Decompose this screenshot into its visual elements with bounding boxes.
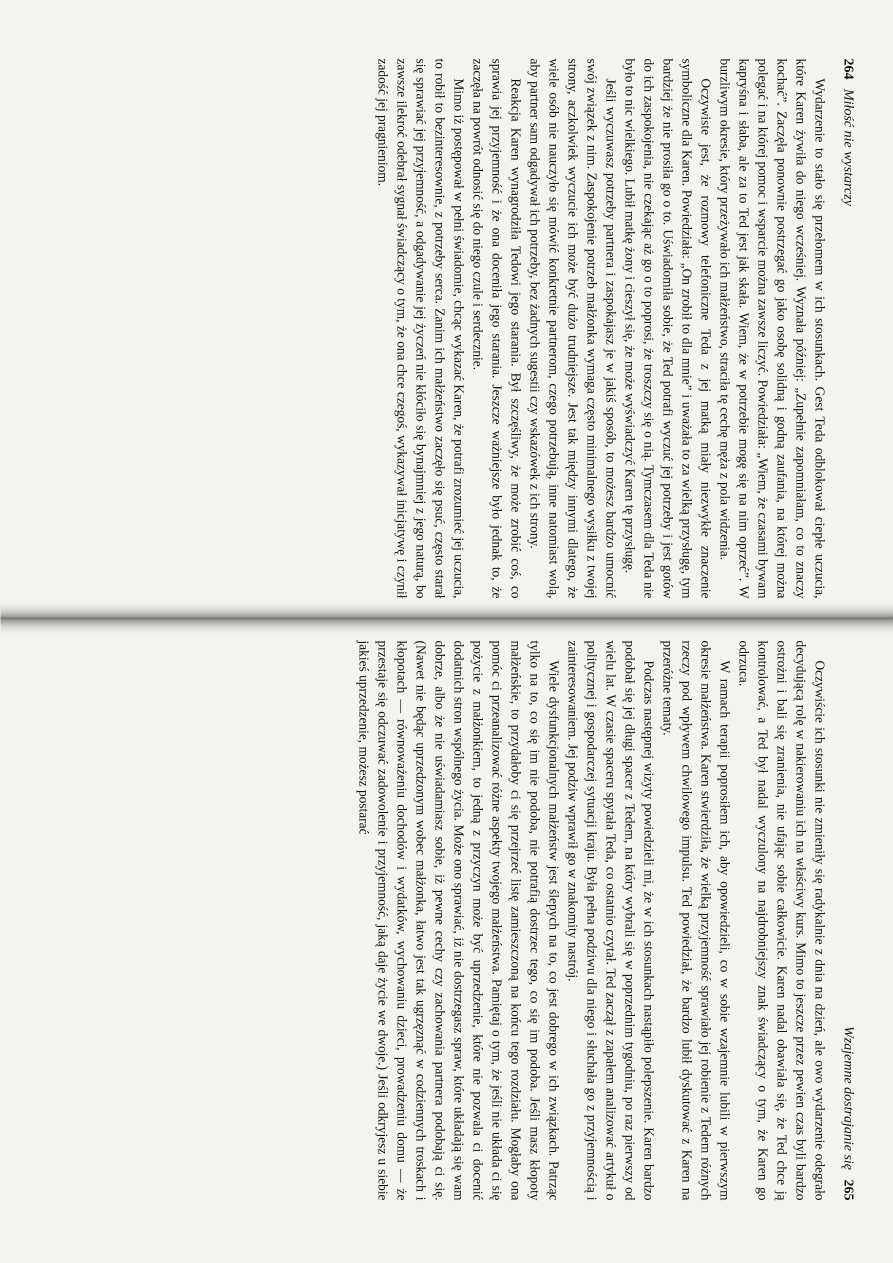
right-paragraph: W ramach terapii poprosiłem ich, aby opowiedzieli, co w sobie wzajemnie lubili w pierwszym okresie małżeństwa. Karen stwierdziła, że wielką przyjemność sprawiało jej robienie z Tedem różnych rzeczy pod wpływem chwilowego impulsu. Ted powiedział, że bardzo lubił dyskutować z Karen na przeróżne tematy. [660, 640, 732, 1200]
left-running-title: Miłość nie wystarczy [840, 88, 855, 206]
left-paragraph: Oczywiste jest, że rozmowy telefoniczne Teda z jej matką miały niezwykłe znaczenie symboliczne dla Karen. Powiedziała: „On zrobił to dla mnie” i uważała to za wielką przysługę, tym bardziej że nie prosiła go o to. Uświadomiła sobie, że Ted potrafi wyczuć jej potrzeby i jest gotów do ich zaspokojenia, nie czekając aż go o to poprosi, że troszczy się o nią. Tymczasem dla Teda nie było to nic wielkiego. Lubił matkę żony i cieszył się, że może wyświadczyć Karen tę przysługę. [622, 58, 713, 598]
left-body-text [373, 58, 829, 598]
right-paragraph: Wiele dysfunkcjonalnych małżeństw jest ślepych na to, co jest dobrego w ich związkach. Patrząc tylko na to, co się im nie podoba, nie potrafią dostrzec tego, co się im podoba. Jeśli masz kłopoty małżeńskie, to przydałoby ci się przejrzeć listę zamieszczoną na końcu tego rozdziału. Mogłaby ona pomóc ci przeanalizować różne aspekty twojego małżeństwa. Pamiętaj o tym, że jeśli nie układa ci się pożycie z małżonkiem, to jedną z przyczyn może być uprzedzenie, które nie pozwala ci docenić dodatnich stron wspólnego życia. Może ono sprawiać, iż nie dostrzegasz spraw, które układają się wam dobrze, albo że nie uświadamiasz sobie, iż pewne cechy czy zachowania partnera podobają ci się. (Nawet nie będąc uprzedzonym wobec małżonka, łatwo jest tak ugrzęznąć w codziennych troskach i kłopotach — równoważeniu dochodów i wydatków, wychowaniu dzieci, prowadzeniu domu — że przestaje się odczuwać zadowolenie i przyjemność, jaką daje życie we dwoje.) Jeśli odkryjesz u siebie jakieś uprzedzenie, możesz postarać [356, 640, 561, 1200]
left-paragraph: Jeśli wyczuwasz potrzeby partnera i zaspokajasz je w jakiś sposób, to możesz bardzo umocnić swój związek z nim. Zaspokojenie potrzeb małżonka wymaga często minimalnego wysiłku z twojej strony, aczkolwiek wyczucie ich może być dużo trudniejsze. Jest tak między innymi dlatego, że wiele osób nie nauczyło się mówić konkretnie partnerom, czego potrzebują, inne natomiast wolą, aby partner sam odgadywał ich potrzeby, bez żadnych sugestii czy wskazówek z ich strony. [527, 58, 618, 598]
left-paragraph: Reakcja Karen wynagrodziła Tedowi jego starania. Był szczęśliwy, że może zrobić coś, co sprawia jej przyjemność i że ona doceniła jego starania. Jeszcze ważniejsze było jednak to, że zaczęła na powrót odnosić się do niego czule i serdecznie. [470, 58, 523, 598]
right-paragraph: Podczas następnej wizyty powiedzieli mi, że w ich stosunkach nastąpiło polepszenie. Karen bardzo podobał się jej długi spacer z Tedem, na który wybrali się w poprzednim tygodniu, po raz pierwszy od wielu lat. W czasie spaceru spytała Teda, co ostatnio czytał. Ted zaczął z zapałem analizować artykuł o politycznej i gospodarczej sytuacji kraju. Była pełna podziwu dla niego i słuchała go z przyjemnością i zainteresowaniem. Jej podziw wprawił go w znakomity nastrój. [565, 640, 656, 1200]
book-gutter-shadow [0, 603, 893, 633]
left-page [25, 58, 855, 598]
left-page-number: 264 [840, 58, 855, 79]
left-paragraph: Wydarzenie to stało się przełomem w ich stosunkach. Gest Teda odblokował ciepłe uczucia, które Karen żywiła do niego wcześniej. Wyznała później: „Zupełnie zapomniałam, co to znaczy kochać”. Zaczęła ponownie postrzegać go jako osobę solidną i godną zaufania, na której można polegać i na której pomoc i wsparcie można zawsze liczyć. Powiedziała: „Wiem, że czasami bywam kapryśna i słaba, ale za to Ted jest jak skała. Wiem, że w potrzebie mogę się na nim oprzeć”. W burzliwym okresie, który przeżywało ich małżeństwo, straciła tę cechę męża z pola widzenia. [717, 58, 827, 598]
right-paragraph: Oczywiście ich stosunki nie zmieniły się radykalnie z dnia na dzień, ale owo wydarzenie odegrało decydującą rolę w nakierowaniu ich na właściwy kurs. Mimo to jeszcze przez pewien czas byli bardzo ostrożni i bali się zranienia, nie ufając sobie całkowicie. Karen nadal obawiała się, że Ted chce ją kontrolować, a Ted był nadal wyczulony na najdrobniejszy znak świadczący o tym, że Karen go odrzuca. [736, 640, 827, 1200]
right-running-title: Wzajemne dostrajanie się [840, 1025, 855, 1170]
right-page [25, 640, 855, 1200]
right-page-number: 265 [840, 1179, 855, 1200]
left-running-head [839, 58, 855, 598]
right-body-text [354, 640, 829, 1200]
right-running-head [839, 640, 855, 1200]
left-paragraph: Mimo iż postępował w pełni świadomie, chcąc wykazać Karen, że potrafi zrozumieć jej uczucia, to robił to bezinteresownie, z potrzeby serca. Zanim ich małżeństwo zaczęło się psuć, często starał się sprawiać jej przyjemność, a odgadywanie jej życzeń nie kłóciło się bynajmniej z jego naturą, bo zawsze ilekroć odebrał sygnał świadczący o tym, że ona chce czegoś, wykazywał inicjatywę i czynił zadość jej pragnieniom. [375, 58, 466, 598]
